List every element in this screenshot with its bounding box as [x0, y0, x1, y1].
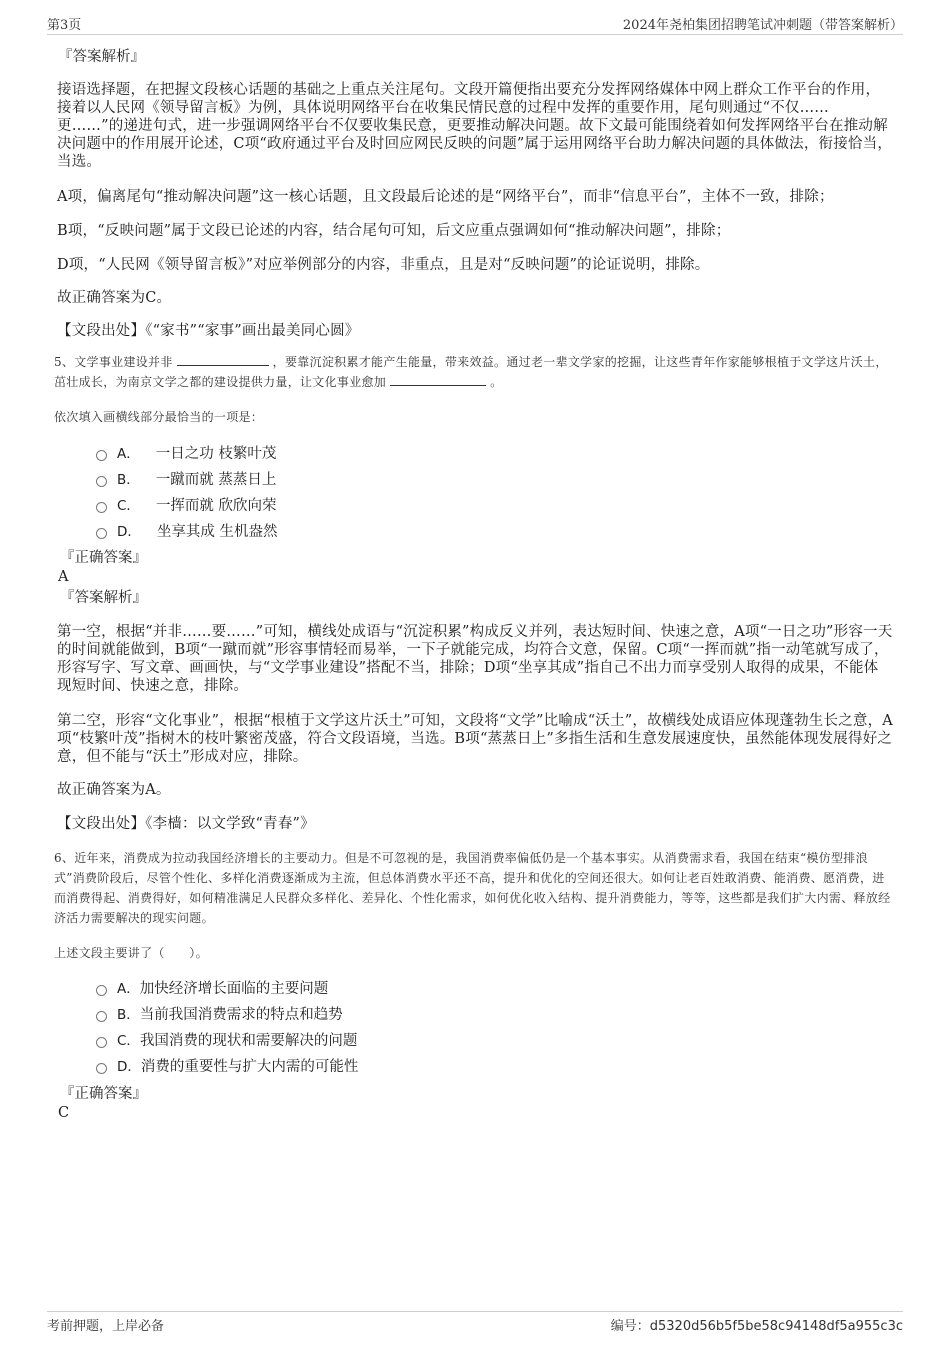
- q5-options: [96, 439, 278, 543]
- q5-source: 【文段出处】《李樯：以文学致“青春”》: [57, 816, 315, 832]
- q6-option-b[interactable]: B． 当前我国消费需求的特点和趋势: [96, 1000, 358, 1026]
- footer-slogan: 考前押题，上岸必备: [47, 1319, 165, 1334]
- q5-blank-2: [390, 373, 486, 386]
- q4-source: 【文段出处】《“家书”“家事”画出最美同心圆》: [57, 323, 360, 339]
- q5-analysis-label: 『答案解析』: [60, 590, 147, 606]
- q6-correct-answer: C: [58, 1105, 70, 1121]
- page-number: 第3页: [47, 18, 82, 33]
- radio-icon[interactable]: [96, 1063, 107, 1074]
- q5-blank-1: [177, 353, 269, 366]
- q4-analysis-option-a: A项，偏离尾句“推动解决问题”这一核心话题，且文段最后论述的是“网络平台”，而非“信息平台”，主体不一致，排除；: [57, 189, 834, 205]
- header-divider: [47, 34, 903, 35]
- q5-stem: 5、文学事业建设并非 ，要靠沉淀积累才能产生能量，带来效益。通过老一辈文学家的挖掘，让这些青年作家能够根植于文学这片沃土，茁壮成长，为南京文学之都的建设提供力量，让文化事业愈加 。: [54, 355, 888, 389]
- q5-correct-label: 『正确答案』: [60, 550, 147, 566]
- q6-option-c[interactable]: C． 我国消费的现状和需要解决的问题: [96, 1026, 358, 1052]
- radio-icon[interactable]: [96, 1011, 107, 1022]
- q5-prompt: 依次填入画横线部分最恰当的一项是：: [54, 410, 264, 424]
- q5-analysis-blank-1: 第一空，根据“并非……要……”可知，横线处成语与“沉淀积累”构成反义并列，表达短时间、快速之意，A项“一日之功”形容一天的时间就能做到，B项“一蹴而就”形容事情轻而易举，一下子就能完成，均符合文意，保留。C项“一挥而就”指一动笔就写成了，形容写字、写文章、画画快，与“文学事业建设”搭配不当，排除；D项“坐享其成”指自己不出力而享受别人取得的成果，不能体现短时间、快速之意，排除。: [57, 624, 893, 694]
- document-title: 2024年尧柏集团招聘笔试冲刺题（带答案解析）: [622, 18, 903, 33]
- page-footer: [47, 1315, 903, 1333]
- q6-options: [96, 974, 358, 1078]
- q4-conclusion: 故正确答案为C。: [57, 290, 172, 306]
- q5-option-a[interactable]: A． 一日之功 枝繁叶茂: [96, 439, 278, 465]
- radio-icon[interactable]: [96, 1037, 107, 1048]
- q5-option-c[interactable]: C． 一挥而就 欣欣向荣: [96, 491, 278, 517]
- q5-correct-answer: A: [58, 569, 69, 585]
- q5-conclusion: 故正确答案为A。: [57, 782, 171, 798]
- q5-option-d[interactable]: D． 坐享其成 生机盎然: [96, 517, 278, 543]
- q6-correct-label: 『正确答案』: [60, 1086, 147, 1102]
- radio-icon[interactable]: [96, 450, 107, 461]
- q6-option-a[interactable]: A． 加快经济增长面临的主要问题: [96, 974, 358, 1000]
- radio-icon[interactable]: [96, 985, 107, 996]
- q4-analysis-intro: 接语选择题，在把握文段核心话题的基础之上重点关注尾句。文段开篇便指出要充分发挥网络媒体中网上群众工作平台的作用，接着以人民网《领导留言板》为例，具体说明网络平台在收集民情民意的过程中发挥的重要作用，尾句则通过“不仅……更……”的递进句式，进一步强调网络平台不仅要收集民意，更要推动解决问题。故下文最可能围绕着如何发挥网络平台在推动解决问题中的作用展开论述，C项“政府通过平台及时回应网民反映的问题”属于运用网络平台助力解决问题的具体做法，衔接恰当，当选。: [57, 82, 893, 170]
- q4-analysis-option-b: B项，“反映问题”属于文段已论述的内容，结合尾句可知，后文应重点强调如何“推动解决问题”，排除；: [57, 223, 731, 239]
- q4-analysis-option-d: D项，“人民网《领导留言板》”对应举例部分的内容，非重点，且是对“反映问题”的论证说明，排除。: [57, 257, 710, 273]
- footer-divider: [47, 1311, 903, 1312]
- page-header: [47, 14, 903, 32]
- q5-analysis-blank-2: 第二空，形容“文化事业”，根据“根植于文学这片沃土”可知，文段将“文学”比喻成“沃土”，故横线处成语应体现蓬勃生长之意，A项“枝繁叶茂”指树木的枝叶繁密茂盛，符合文段语境，当选。B项“蒸蒸日上”多指生活和生意发展速度快，虽然能体现发展得好之意，但不能与“沃土”形成对应，排除。: [57, 713, 893, 765]
- radio-icon[interactable]: [96, 476, 107, 487]
- radio-icon[interactable]: [96, 528, 107, 539]
- q6-stem: 6、近年来，消费成为拉动我国经济增长的主要动力。但是不可忽视的是，我国消费率偏低仍是一个基本事实。从消费需求看，我国在结束“模仿型排浪式”消费阶段后，尽管个性化、多样化消费逐渐成为主流，但总体消费水平还不高，提升和优化的空间还很大。如何让老百姓敢消费、能消费、愿消费，进而消费得起、消费得好，如何精准满足人民群众多样化、差异化、个性化需求，如何优化收入结构、提升消费能力，等等，这些都是我们扩大内需、释放经济活力需要解决的现实问题。: [54, 851, 891, 925]
- document-code: 编号：d5320d56b5f5be58c94148df5a955c3c: [610, 1319, 903, 1334]
- q4-analysis-label: 『答案解析』: [58, 49, 145, 65]
- q5-option-b[interactable]: B． 一蹴而就 蒸蒸日上: [96, 465, 278, 491]
- q6-prompt: 上述文段主要讲了（ ）。: [54, 946, 208, 960]
- q6-option-d[interactable]: D． 消费的重要性与扩大内需的可能性: [96, 1052, 358, 1078]
- radio-icon[interactable]: [96, 502, 107, 513]
